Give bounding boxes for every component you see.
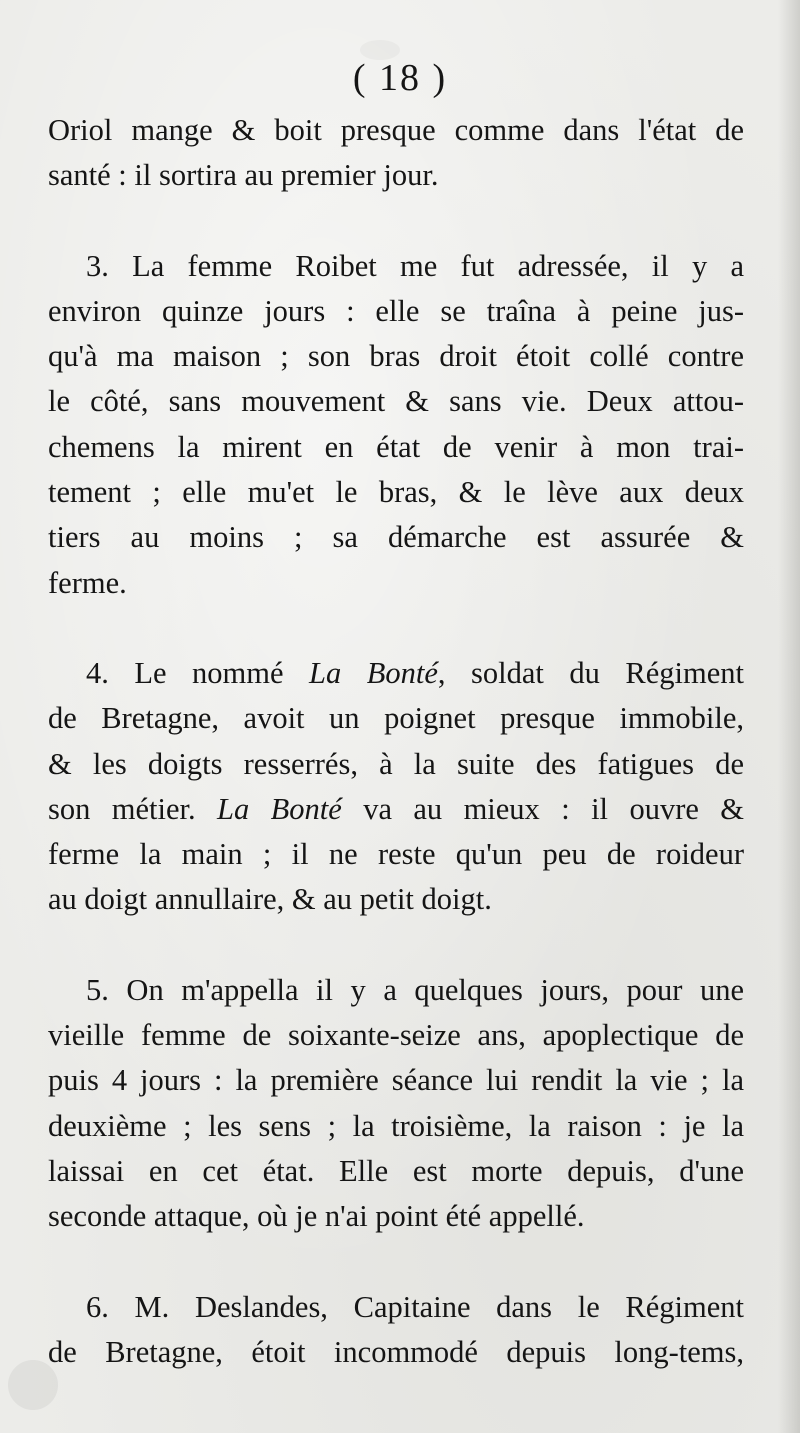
text-line: 3. La femme Roibet me fut adressée, il y a (86, 248, 744, 283)
text-line: puis 4 jours : la première séance lui rendit la vie ; la (48, 1063, 744, 1098)
text-line: 5. On m'appella il y a quelques jours, pour une (86, 972, 744, 1007)
text-line: 6. M. Deslandes, Capitaine dans le Régiment (86, 1289, 744, 1324)
text-line: laissai en cet état. Elle est morte depuis, d'une (48, 1153, 744, 1188)
page-text (48, 108, 744, 1375)
text-line: santé : il sortira au premier jour. (48, 158, 439, 193)
text-line: tiers au moins ; sa démarche est assurée & (48, 520, 744, 555)
page-number: ( 18 ) (352, 57, 448, 99)
text-line: de Bretagne, avoit un poignet presque immobile, (48, 701, 744, 736)
text-line (48, 651, 744, 696)
text-line: environ quinze jours : elle se traîna à peine jus- (48, 293, 744, 328)
text-line: chemens la mirent en état de venir à mon trai- (48, 429, 744, 464)
text-line: ferme. (48, 565, 127, 600)
text-line (48, 787, 744, 832)
text-fragment: 4. Le nommé (86, 655, 310, 690)
paragraph-6 (48, 1285, 744, 1376)
paragraph-4 (48, 651, 744, 923)
text-line: ferme la main ; il ne reste qu'un peu de roideur (48, 837, 744, 872)
text-fragment: va au mieux : il ouvre & (341, 791, 745, 826)
text-line: tement ; elle mu'et le bras, & le lève aux deux (48, 475, 744, 510)
text-line: au doigt annullaire, & au petit doigt. (48, 882, 492, 917)
text-fragment: son métier. (48, 791, 218, 826)
text-line: & les doigts resserrés, à la suite des fatigues de (48, 746, 744, 781)
text-line: Oriol mange & boit presque comme dans l'état de (48, 113, 744, 147)
text-fragment: , soldat du Régiment (437, 655, 744, 690)
text-line: de Bretagne, étoit incommodé depuis long-tems, (48, 1334, 744, 1369)
paragraph-continuation (48, 108, 744, 199)
text-line: qu'à ma maison ; son bras droit étoit collé contre (48, 339, 744, 374)
text-line: deuxième ; les sens ; la troisième, la raison : je la (48, 1108, 744, 1143)
text-line: vieille femme de soixante-seize ans, apoplectique de (48, 1018, 744, 1053)
paragraph-3 (48, 244, 744, 606)
page-edge-shadow (778, 0, 800, 1433)
text-line: le côté, sans mouvement & sans vie. Deux attou- (48, 384, 744, 419)
text-line: seconde attaque, où je n'ai point été appellé. (48, 1199, 585, 1234)
italic-name: La Bonté (309, 655, 438, 690)
paragraph-5 (48, 968, 744, 1240)
italic-name: La Bonté (217, 791, 342, 826)
